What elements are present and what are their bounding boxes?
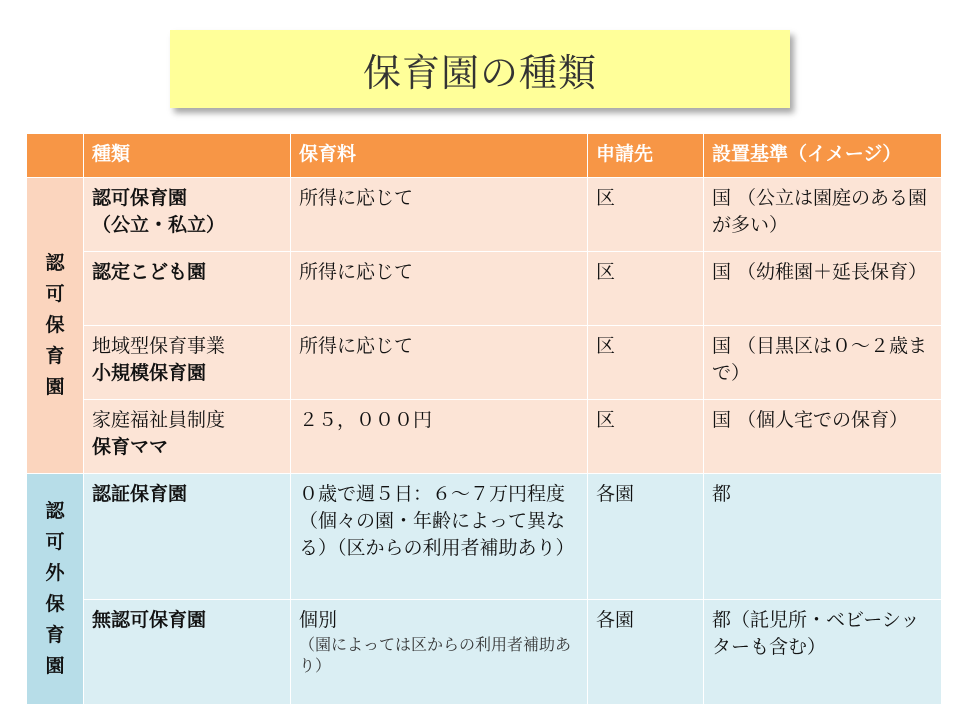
standard-cell: 都 [704,474,942,600]
header-standard: 設置基準（イメージ） [704,134,942,178]
type-cell: 認可保育園 （公立・私立） [84,178,291,252]
table-row [27,400,942,474]
type-cell: 認証保育園 [84,474,291,600]
table-row [27,326,942,400]
group-label-unapproved: 認可外保育園 [27,474,84,705]
header-blank [27,134,84,178]
type-cell: 認定こども園 [84,252,291,326]
type-cell: 地域型保育事業 小規模保育園 [84,326,291,400]
table-header-row [27,134,942,178]
standard-cell: 国 （公立は園庭のある園が多い） [704,178,942,252]
header-fee: 保育料 [291,134,588,178]
apply-cell: 各園 [588,600,704,705]
table-row [27,600,942,705]
apply-cell: 区 [588,400,704,474]
table-row [27,474,942,600]
nursery-types-table [26,133,942,705]
fee-note: （園によっては区からの利用者補助あり） [299,635,572,675]
fee-cell: ０歳で週５日：６～７万円程度（個々の園・年齢によって異なる）（区からの利用者補助あり） [291,474,588,600]
header-apply: 申請先 [588,134,704,178]
fee-cell: 所得に応じて [291,252,588,326]
apply-cell: 各園 [588,474,704,600]
fee-cell: ２５，０００円 [291,400,588,474]
apply-cell: 区 [588,178,704,252]
page-title: 保育園の種類 [362,50,597,95]
group-label-approved: 認可保育園 [27,178,84,474]
standard-cell: 都（託児所・ベビーシッターも含む） [704,600,942,705]
fee-cell: 所得に応じて [291,178,588,252]
type-cell: 家庭福祉員制度 保育ママ [84,400,291,474]
standard-cell: 国 （幼稚園＋延長保育） [704,252,942,326]
apply-cell: 区 [588,326,704,400]
header-type: 種類 [84,134,291,178]
standard-cell: 国 （個人宅での保育） [704,400,942,474]
title-box [170,30,790,108]
apply-cell: 区 [588,252,704,326]
table-row [27,252,942,326]
type-cell: 無認可保育園 [84,600,291,705]
fee-cell: 個別 （園によっては区からの利用者補助あり） [291,600,588,705]
fee-cell: 所得に応じて [291,326,588,400]
standard-cell: 国 （目黒区は０～２歳まで） [704,326,942,400]
table-row [27,178,942,252]
